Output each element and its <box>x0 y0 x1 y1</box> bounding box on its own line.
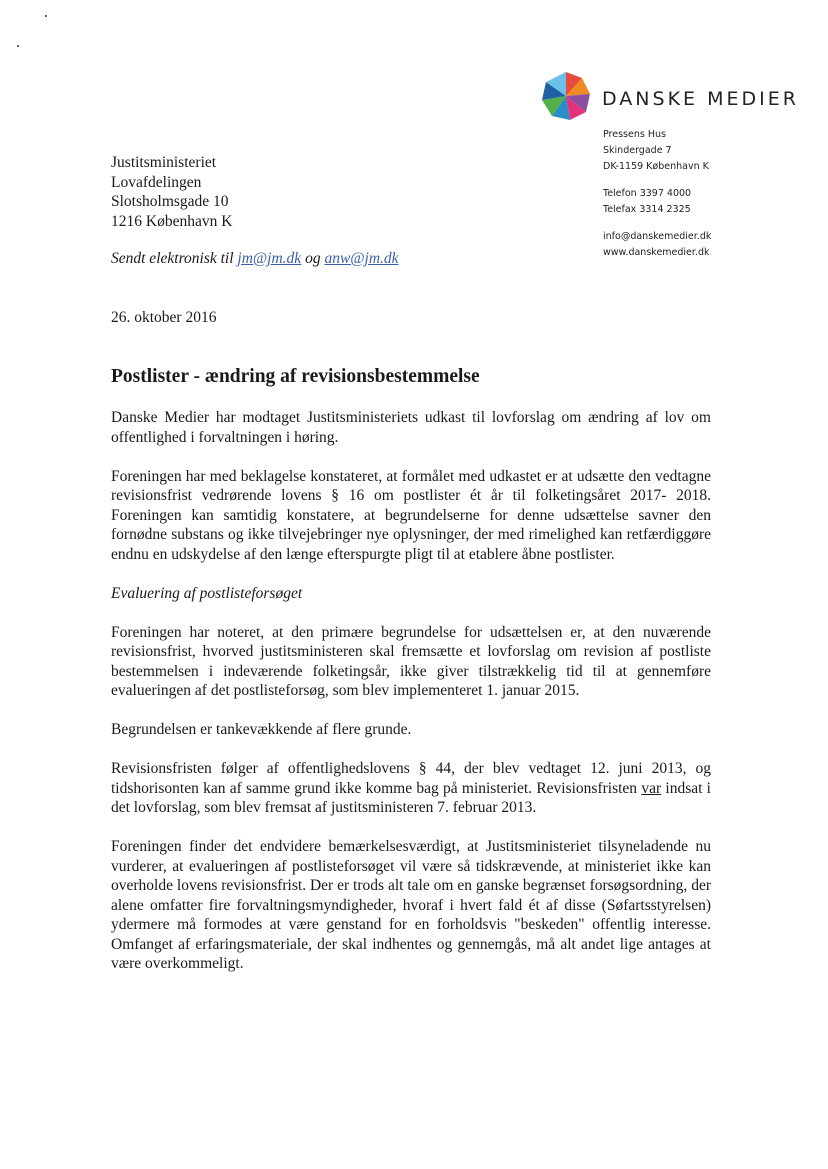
scan-speck <box>17 45 19 47</box>
recipient-address-block <box>111 153 232 231</box>
sent-prefix: Sendt elektronisk til <box>111 250 238 267</box>
sender-email: info@danskemedier.dk <box>603 231 712 242</box>
paragraph-evaluation: Foreningen finder det endvidere bemærkelsesværdigt, at Justitsministeriet tilsyneladende nu vurderer, at evalueringen af postlisteforsøget vil være så tidskrævende, at ministeriet ikke kan overholde lovens revisionsfrist. Der er trods alt tale om en ganske begrænset forsøgsordning, der alene omfatter fire forvaltningsmyndigheder, hvoraf i hvert fald ét af disse (Søfartsstyrelsen) ydermere må formodes at være genstand for en forholdsvis "beskeden" offentlig interesse. Omfanget af erfaringsmateriale, der skal indhentes og gennemgås, må alt andet lige antages at være overkommeligt. <box>111 838 711 972</box>
letter-title: Postlister - ændring af revisionsbestemmelse <box>111 366 480 387</box>
scan-speck <box>45 15 47 17</box>
recipient-name: Justitsministeriet <box>111 154 217 171</box>
sender-building: Pressens Hus <box>603 129 666 140</box>
paragraph-regret: Foreningen har med beklagelse konstateret, at formålet med udkastet er at udsætte den vedtagne revisionsfrist vedrørende lovens § 16 om postlister ét år til folketingsåret 2017- 2018. Foreningen kan samtidig konstatere, at begrundelserne for denne udsættelse savner den fornødne substans og ikke tilvejebringer nye oplysninger, der med rimelighed kan retfærdiggøre endnu en udskydelse af den længe efterspurgte pligt til at etablere åbne postlister. <box>111 467 711 563</box>
letter-body <box>111 408 711 974</box>
recipient-street: Slotsholmsgade 10 <box>111 193 229 210</box>
logo-wordmark: DANSKE MEDIER <box>602 88 799 110</box>
sent-electronically-line <box>111 250 399 268</box>
letter-date: 26. oktober 2016 <box>111 309 217 326</box>
sender-address-block <box>603 127 803 261</box>
paragraph-primary-reason: Foreningen har noteret, at den primære begrundelse for udsættelsen er, at den nuværende revisionsfrist, hvorved justitsministeren skal fremsætte et lovforslag om revision af postliste bestemmelsen i indeværende folketingsår, ikke giver tilstrækkelig tid til at gennemføre evalueringen af det postlisteforsøg, som blev implementeret 1. januar 2015. <box>111 623 711 699</box>
danske-medier-logo <box>540 70 799 122</box>
sender-street: Skindergade 7 <box>603 145 672 156</box>
email-link-jm[interactable]: jm@jm.dk <box>237 250 302 267</box>
logo-mark-icon <box>540 70 592 122</box>
recipient-city: 1216 København K <box>111 212 233 230</box>
sender-fax: Telefax 3314 2325 <box>603 204 691 215</box>
recipient-department: Lovafdelingen <box>111 173 202 191</box>
paragraph-intro: Danske Medier har modtaget Justitsministeriets udkast til lovforslag om ændring af lov om offentlighed i forvaltningen i høring. <box>111 409 711 446</box>
sender-phone: Telefon 3397 4000 <box>603 188 692 199</box>
paragraph-thought-provoking: Begrundelsen er tankevækkende af flere grunde. <box>111 721 412 738</box>
sender-website: www.danskemedier.dk <box>603 247 710 258</box>
paragraph-revision-deadline: Revisionsfristen følger af offentlighedslovens § 44, der blev vedtaget 12. juni 2013, og tidshorisonten kan af samme grund ikke komme bag på ministeriet. Revisionsfristen var indsat i det lovforslag, som blev fremsat af justitsministeren 7. februar 2013. <box>111 760 711 816</box>
underlined-word: var <box>641 779 662 797</box>
sender-city: DK-1159 København K <box>603 161 709 172</box>
email-link-anw[interactable]: anw@jm.dk <box>324 250 399 267</box>
sent-middle: og <box>301 250 325 267</box>
section-subheading: Evaluering af postlisteforsøget <box>111 584 303 602</box>
